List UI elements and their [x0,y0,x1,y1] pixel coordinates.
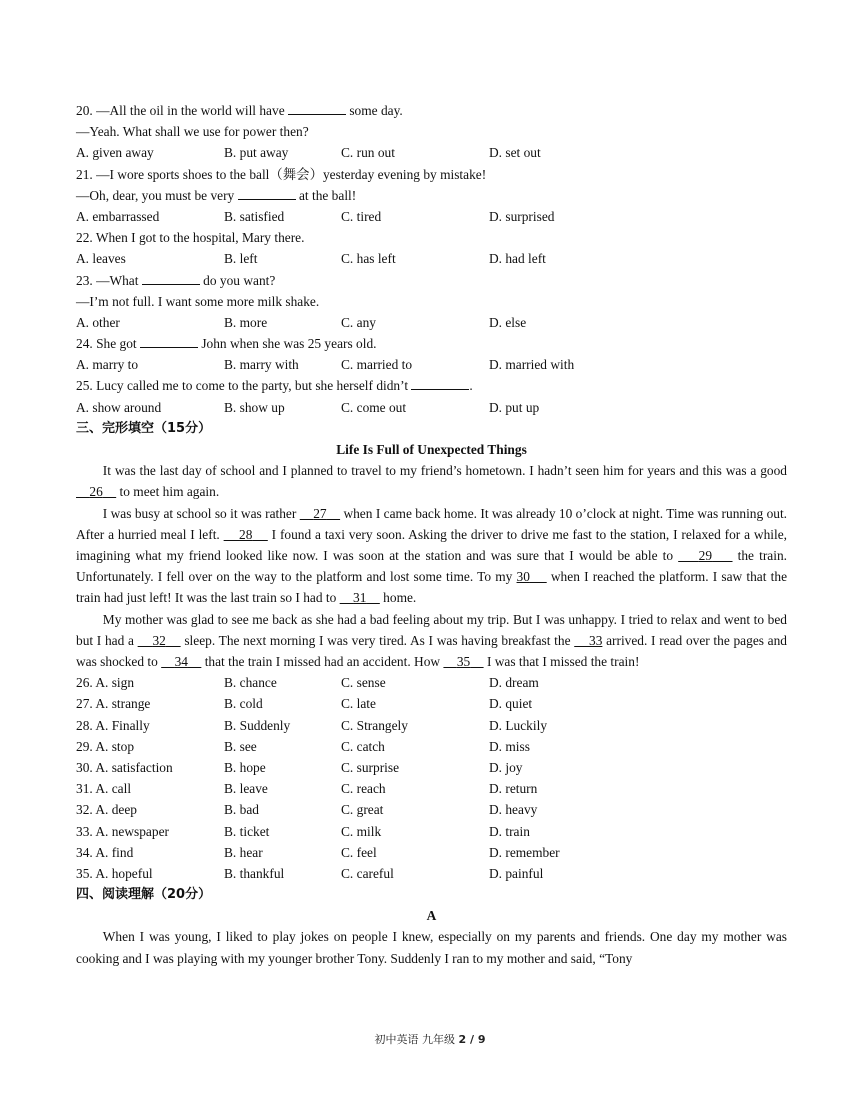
question-24-options [76,354,787,375]
cloze-options-30: 30. A. satisfaction B. hope C. surprise D. joy [76,759,523,775]
question-21-options [76,206,787,227]
cloze-options-31: 31. A. call B. leave C. reach D. return [76,781,538,797]
cloze-options [76,672,787,884]
question-22-options [76,248,787,269]
passage-label: A [426,908,437,924]
exam-page [76,100,787,969]
option-c: C. run out [341,145,395,161]
answer-blank [140,334,198,348]
option-b: B. show up [224,399,285,415]
question-20-reply: —Yeah. What shall we use for power then? [76,124,309,140]
option-d: D. set out [489,145,541,161]
answer-blank [142,271,200,285]
option-b: B. marry with [224,357,299,373]
blank-26: 26 [89,484,103,500]
question-21-reply: —Oh, dear, you must be very at the ball! [76,187,357,203]
option-a: A. show around [76,399,162,415]
answer-blank [411,376,469,390]
option-b: B. more [224,314,268,330]
question-21: 21. —I wore sports shoes to the ball（舞会）yesterday evening by mistake! [76,166,487,182]
option-b: B. put away [224,145,289,161]
question-23: 23. —What do you want? [76,272,276,288]
question-25-options [76,397,787,418]
section-heading-cloze: 三、完形填空（15分） [76,420,212,436]
blank-33: 33 [589,632,603,648]
question-20-options [76,142,787,163]
question-23-reply: —I’m not full. I want some more milk shake. [76,293,320,309]
cloze-options-33: 33. A. newspaper B. ticket C. milk D. train [76,823,530,839]
option-a: A. other [76,314,120,330]
option-c: C. married to [341,357,413,373]
option-c: C. has left [341,251,396,267]
option-d: D. else [489,314,527,330]
cloze-options-28: 28. A. Finally B. Suddenly C. Strangely D. Luckily [76,717,548,733]
cloze-options-35: 35. A. hopeful B. thankful C. careful D. painful [76,865,544,881]
answer-blank [288,101,346,115]
cloze-paragraph-2: I was busy at school so it was rather 27 when I came back home. It was already 10 o’clock at night. Time was running out. After a hurried meal I left. 28 I found a taxi very soon. Asking the driver to drive me fast to the station, I relaxed for a while, imagining what my friend looked like now. I was soon at the station and was sure that I would be able to 29 the train. Unfortunately. I fell over on the way to the platform and lost some time. To my 30 when I reached the platform. I saw that the train had just left! It was the last train so I had to 31 home. [76,505,788,606]
option-a: A. marry to [76,357,139,373]
question-25: 25. Lucy called me to come to the party, but she herself didn’t . [76,378,473,394]
option-a: A. leaves [76,251,126,267]
cloze-paragraph-1: It was the last day of school and I planned to travel to my friend’s hometown. I hadn’t seen him for years and this was a good 26 to meet him again. [76,460,787,502]
cloze-options-29: 29. A. stop B. see C. catch D. miss [76,738,530,754]
option-d: D. surprised [489,208,555,224]
option-c: C. come out [341,399,407,415]
blank-30: 30 [516,569,530,585]
answer-blank [238,186,296,200]
option-d: D. put up [489,399,540,415]
page-footer: 初中英语 九年级 2 / 9 [374,1033,486,1046]
blank-29: 29 [698,548,713,563]
blank-32: 32 [152,632,166,648]
option-a: A. given away [76,145,154,161]
cloze-options-32: 32. A. deep B. bad C. great D. heavy [76,802,538,818]
cloze-title: Life Is Full of Unexpected Things [336,442,527,457]
cloze-paragraph-3: My mother was glad to see me back as she had a bad feeling about my trip. But I was unhappy. I tried to relax and went to bed but I had a 32 sleep. The next morning I was very tired. As I was having breakfast the 33 arrived. I read over the pages and was shocked to 34 that the train I missed had an accident. How 35 I was that I missed the train! [76,611,788,670]
option-a: A. embarrassed [76,208,160,224]
blank-27: 27 [313,505,327,521]
blank-31: 31 [353,590,367,606]
option-d: D. had left [489,251,546,267]
blank-35: 35 [456,654,471,670]
cloze-options-34: 34. A. find B. hear C. feel D. remember [76,844,560,860]
option-c: C. any [341,314,376,330]
reading-passage-a: When I was young, I liked to play jokes on people I knew, especially on my parents and friends. One day my mother was cooking and I was playing with my younger brother Tony. Suddenly I ran to my mother and said, “Tony [76,929,787,966]
cloze-options-27: 27. A. strange B. cold C. late D. quiet [76,696,533,712]
option-c: C. tired [341,208,382,224]
question-24: 24. She got John when she was 25 years old. [76,336,377,352]
option-d: D. married with [489,357,575,373]
page-number: 2 / 9 [458,1033,486,1046]
section-heading-reading: 四、阅读理解（20分） [76,887,212,903]
question-20: 20. —All the oil in the world will have some day. [76,103,403,118]
question-22: 22. When I got to the hospital, Mary there. [76,230,305,246]
cloze-options-26: 26. A. sign B. chance C. sense D. dream [76,675,539,691]
question-23-options [76,312,787,333]
option-b: B. left [224,251,258,267]
blank-28: 28 [239,526,253,542]
option-b: B. satisfied [224,208,285,224]
blank-34: 34 [174,654,188,670]
